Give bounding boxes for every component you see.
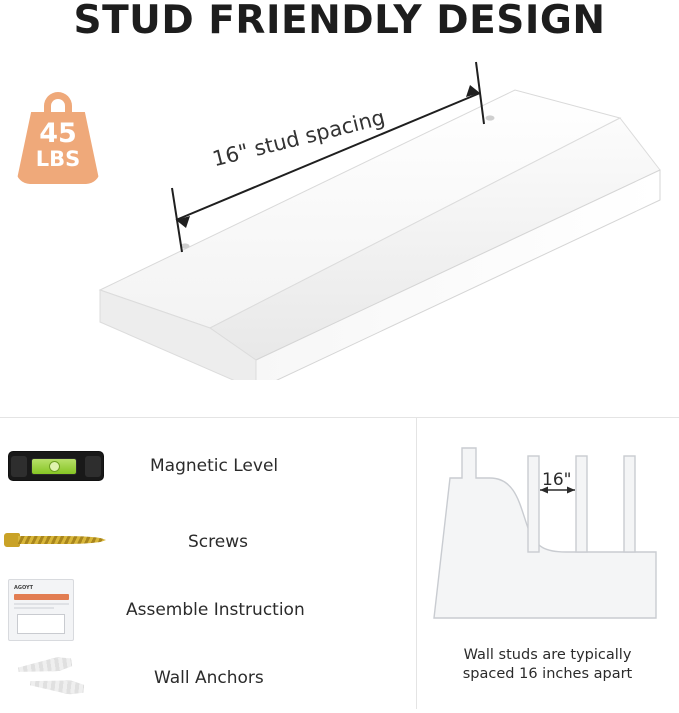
instruction-booklet-icon [0,575,126,645]
wall-stud-diagram [416,418,679,709]
accessory-label: Wall Anchors [154,668,264,688]
booklet-brand: AGOYT [14,585,34,591]
page-title: STUD FRIENDLY DESIGN [73,0,606,43]
wall-anchor-icon [0,643,126,713]
weight-unit: LBS [35,147,81,171]
accessory-label: Screws [188,532,248,552]
stud-measure-label: 16" [542,470,572,490]
stud-caption-line1: Wall studs are typically [463,647,632,663]
list-item [0,575,416,645]
stud-caption [416,646,679,684]
screw-icon [0,507,126,577]
magnetic-level-icon [0,431,126,501]
list-item [0,507,416,577]
accessories-list [0,425,416,709]
list-item [0,431,416,501]
stud-caption-line2: spaced 16 inches apart [462,666,633,682]
weight-value: 45 [39,118,77,149]
stud-spacing-label: 16" stud spacing [210,105,388,172]
accessory-label: Assemble Instruction [126,600,305,620]
accessory-label: Magnetic Level [150,456,279,476]
list-item [0,643,416,713]
shelf-illustration [60,60,679,380]
wall-stud-svg [416,418,679,658]
